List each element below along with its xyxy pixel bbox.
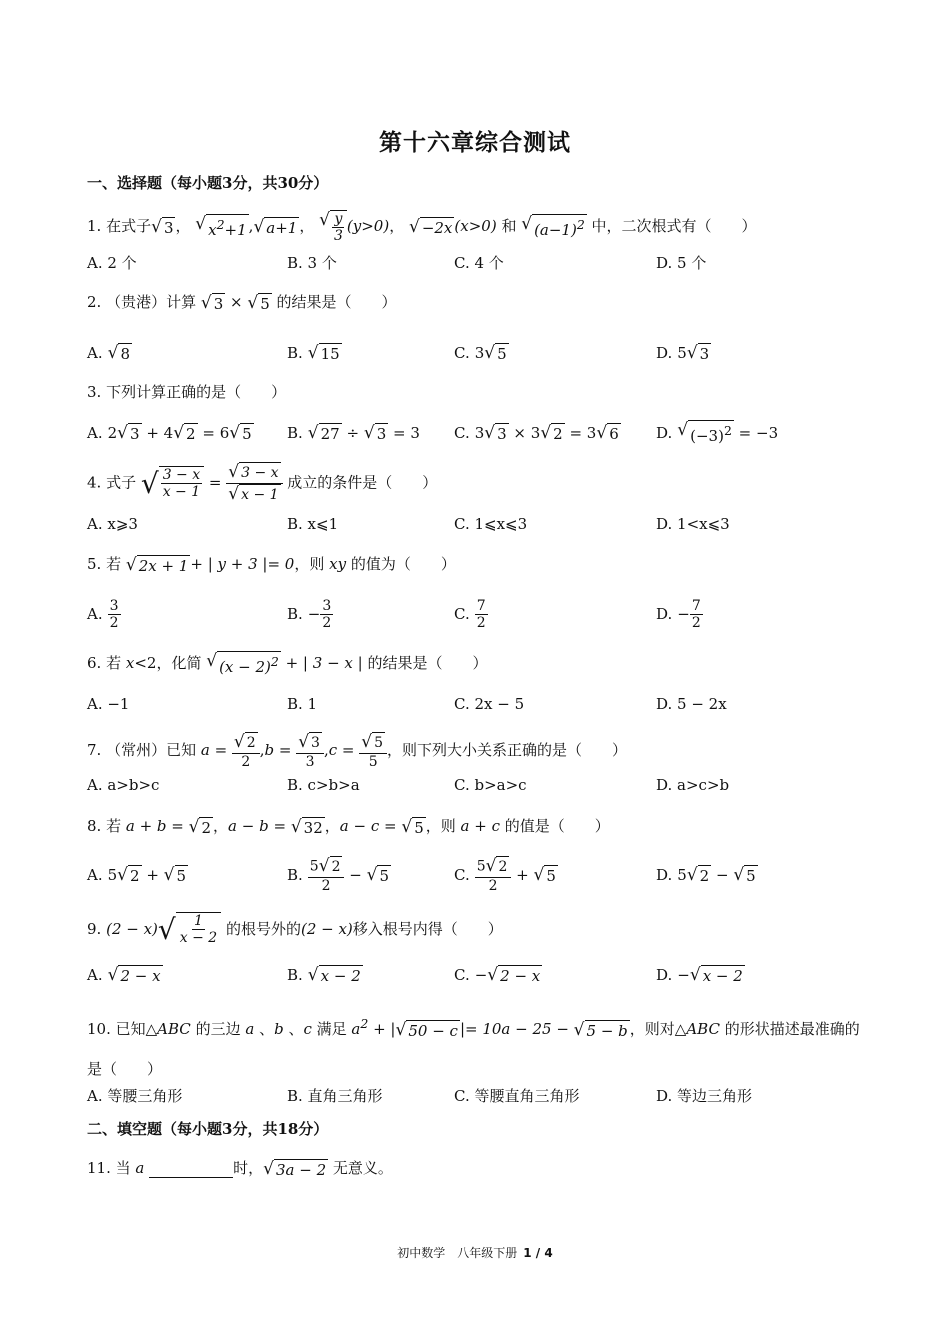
q2-option-c[interactable]: C. 3 √ 5 (454, 342, 507, 363)
q6-option-c[interactable]: C. 2x − 5 (454, 695, 525, 713)
section-heading-fill: 二、填空题（每小题3分，共18分） (87, 1120, 329, 1138)
question-1-stem: 1. 在式子 √ 3 ， √ $x^2+1$ , √ a+1 ， √ $\frac{y}{3}$ (y>0)， √ −2x (x>0) 和 √ $(a-1)^2$ 中，二次根式有（ ） (87, 210, 757, 244)
q2-option-a[interactable]: A. √ 8 (87, 342, 130, 363)
question-8-stem: 8. 若 a + b = √ 2 ，a − b = √ 32 ，a − c = √ 5 ，则 a + c 的值是（ ） (87, 816, 610, 837)
q1-option-b[interactable]: B. 3 个 (287, 253, 337, 272)
q4-option-a[interactable]: A. x⩾3 (87, 515, 138, 533)
q6-option-d[interactable]: D. 5 − 2x (656, 695, 727, 713)
question-8-options (87, 853, 867, 897)
q1-option-c[interactable]: C. 4 个 (454, 253, 504, 272)
q2-option-d[interactable]: D. 5 √ 3 (656, 342, 710, 363)
q1-option-d[interactable]: D. 5 个 (656, 253, 707, 272)
q6-option-b[interactable]: B. 1 (287, 695, 318, 713)
question-10-options (87, 1073, 867, 1117)
q3-option-d[interactable]: D. √ $(-3)^2$ = −3 (656, 420, 779, 445)
question-2-options (87, 331, 867, 375)
q7-option-d[interactable]: D. a>c>b (656, 776, 730, 794)
q9-option-a[interactable]: A. √ 2 − x (87, 964, 161, 985)
section-heading-choice: 一、选择题（每小题3分，共30分） (87, 174, 329, 192)
q4-option-c[interactable]: C. 1⩽x⩽3 (454, 515, 528, 533)
q8-option-b[interactable]: B. 5 √ 2 2 − √ 5 (287, 856, 389, 894)
question-10-stem: 10. 已知△ABC 的三边 a 、b 、c 满足 $a^2$ + | √ 50 − c |= 10a − 25 − √ 5 − b ，则对△ABC 的形状描述最准确的是（ ） (87, 1016, 860, 1078)
q5-option-c[interactable]: C. $\frac{7}{2}$ (454, 597, 486, 631)
question-5-stem: 5. 若 √ 2x + 1 + | y + 3 |= 0，则 xy 的值为（ ） (87, 554, 456, 575)
q3-option-b[interactable]: B. √ 27 ÷ √ 3 = 3 (287, 422, 420, 443)
q1-option-a[interactable]: A. 2 个 (87, 253, 137, 272)
q5-option-b[interactable]: B. − $\frac{3}{2}$ (287, 597, 332, 631)
question-11-stem: 11. 当 a 时， √ 3a − 2 无意义。 (87, 1158, 393, 1179)
q9-option-c[interactable]: C. − √ 2 − x (454, 964, 541, 985)
footer-page-number: 1 / 4 (523, 1246, 553, 1260)
q5-option-d[interactable]: D. − $\frac{7}{2}$ (656, 597, 701, 631)
q4-option-d[interactable]: D. 1<x⩽3 (656, 515, 730, 533)
q6-option-a[interactable]: A. −1 (87, 695, 130, 713)
q8-option-d[interactable]: D. 5 √ 2 − √ 5 (656, 864, 756, 885)
question-9-options (87, 953, 867, 997)
q1-prefix: 1. 在式子 (87, 217, 152, 235)
q2-option-b[interactable]: B. √ 15 (287, 342, 340, 363)
page-title: 第十六章综合测试 (379, 129, 571, 156)
question-9-stem: 9. (2 − x) √ $\frac{1}{x - 2}$ 的根号外的(2 − x)移入根号内得（ ） (87, 913, 503, 946)
question-7-stem: 7. （常州）已知 a = √ 2 2 ,b = √ 3 3 ,c = √ 5 5 ，则下列大小关系正确的是（ ） (87, 732, 628, 770)
q4-option-b[interactable]: B. x⩽1 (287, 515, 339, 533)
answer-blank[interactable] (149, 1161, 233, 1178)
question-4-options (87, 502, 867, 546)
question-1-options (87, 240, 867, 284)
q7-option-b[interactable]: B. c>b>a (287, 776, 360, 794)
q10-option-a[interactable]: A. 等腰三角形 (87, 1086, 183, 1105)
question-2-stem: 2. （贵港）计算 √ 3 × √ 5 的结果是（ ） (87, 292, 397, 313)
question-3-stem: 3. 下列计算正确的是（ ） (87, 383, 287, 401)
question-6-options (87, 682, 867, 726)
q3-option-a[interactable]: A. 2 √ 3 + 4 √ 2 = 6 √ 5 (87, 422, 252, 443)
q10-option-b[interactable]: B. 直角三角形 (287, 1086, 383, 1105)
q9-option-b[interactable]: B. √ x − 2 (287, 964, 361, 985)
q9-option-d[interactable]: D. − √ x − 2 (656, 964, 743, 985)
q3-option-c[interactable]: C. 3 √ 3 × 3 √ 2 = 3 √ 6 (454, 422, 619, 443)
page-footer (0, 1244, 950, 1261)
footer-subject: 初中数学 八年级下册 (397, 1246, 518, 1260)
question-6-stem: 6. 若 x<2，化简 √ $(x - 2)^2$ + | 3 − x | 的结果是（ ） (87, 651, 488, 676)
question-3-options (87, 411, 867, 455)
q8-option-a[interactable]: A. 5 √ 2 + √ 5 (87, 864, 187, 885)
q7-option-c[interactable]: C. b>a>c (454, 776, 527, 794)
q5-option-a[interactable]: A. $\frac{3}{2}$ (87, 597, 119, 631)
q10-option-d[interactable]: D. 等边三角形 (656, 1086, 753, 1105)
q7-option-a[interactable]: A. a>b>c (87, 776, 160, 794)
q10-option-c[interactable]: C. 等腰直角三角形 (454, 1086, 580, 1105)
q8-option-c[interactable]: C. 5 √ 2 2 + √ 5 (454, 856, 556, 894)
question-4-stem: 4. 式子 √ $\frac{3 - x}{x - 1}$ = √ 3 − x √ x − 1 成立的条件是（ ） (87, 462, 438, 504)
question-7-options (87, 763, 867, 807)
question-5-options (87, 592, 867, 636)
